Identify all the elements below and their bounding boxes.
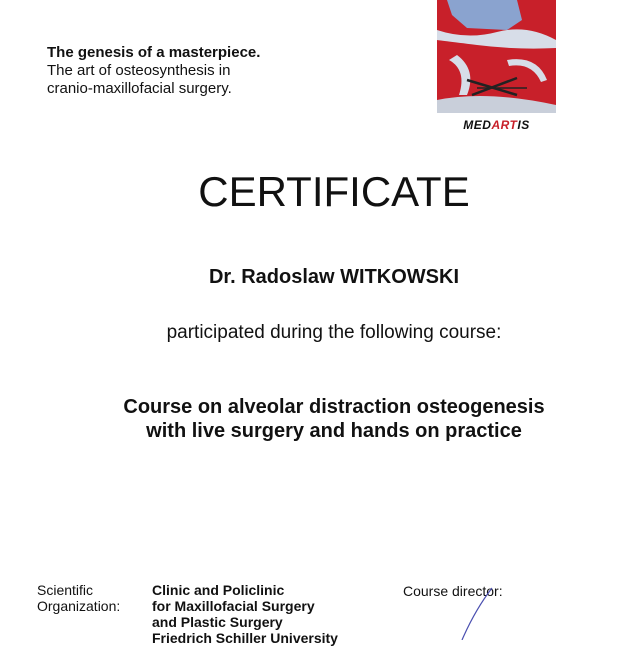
tagline xyxy=(47,44,260,98)
org-line: and Plastic Surgery xyxy=(152,614,283,630)
participation-statement: participated during the following course: xyxy=(166,322,502,343)
org-label xyxy=(37,582,120,614)
org-line: Friedrich Schiller University xyxy=(152,630,338,646)
logo-text-accent: ART xyxy=(491,118,518,132)
recipient-name: Dr. Radoslaw WITKOWSKI xyxy=(208,266,460,288)
org-line: for Maxillofacial Surgery xyxy=(152,598,315,614)
tagline-line: cranio-maxillofacial surgery. xyxy=(47,80,232,97)
course-title-line: with live surgery and hands on practice xyxy=(146,420,522,442)
course-title-line: Course on alveolar distraction osteogenesis xyxy=(123,396,545,418)
organization-name xyxy=(152,582,338,646)
tagline-heading: The genesis of a masterpiece. xyxy=(47,44,261,61)
org-line: Clinic and Policlinic xyxy=(152,582,285,598)
org-label-line: Scientific xyxy=(37,582,94,598)
org-label-line: Organization: xyxy=(37,598,121,614)
course-director-label: Course director: xyxy=(403,583,503,599)
course-title xyxy=(0,395,640,443)
logo-text: MED xyxy=(463,118,492,132)
certificate-title: CERTIFICATE xyxy=(198,168,470,215)
tagline-line: The art of osteosynthesis in xyxy=(47,62,231,79)
medartis-logo xyxy=(437,118,556,132)
artwork-image xyxy=(437,0,556,113)
logo-text: IS xyxy=(517,118,530,132)
signature-stroke xyxy=(440,580,500,645)
